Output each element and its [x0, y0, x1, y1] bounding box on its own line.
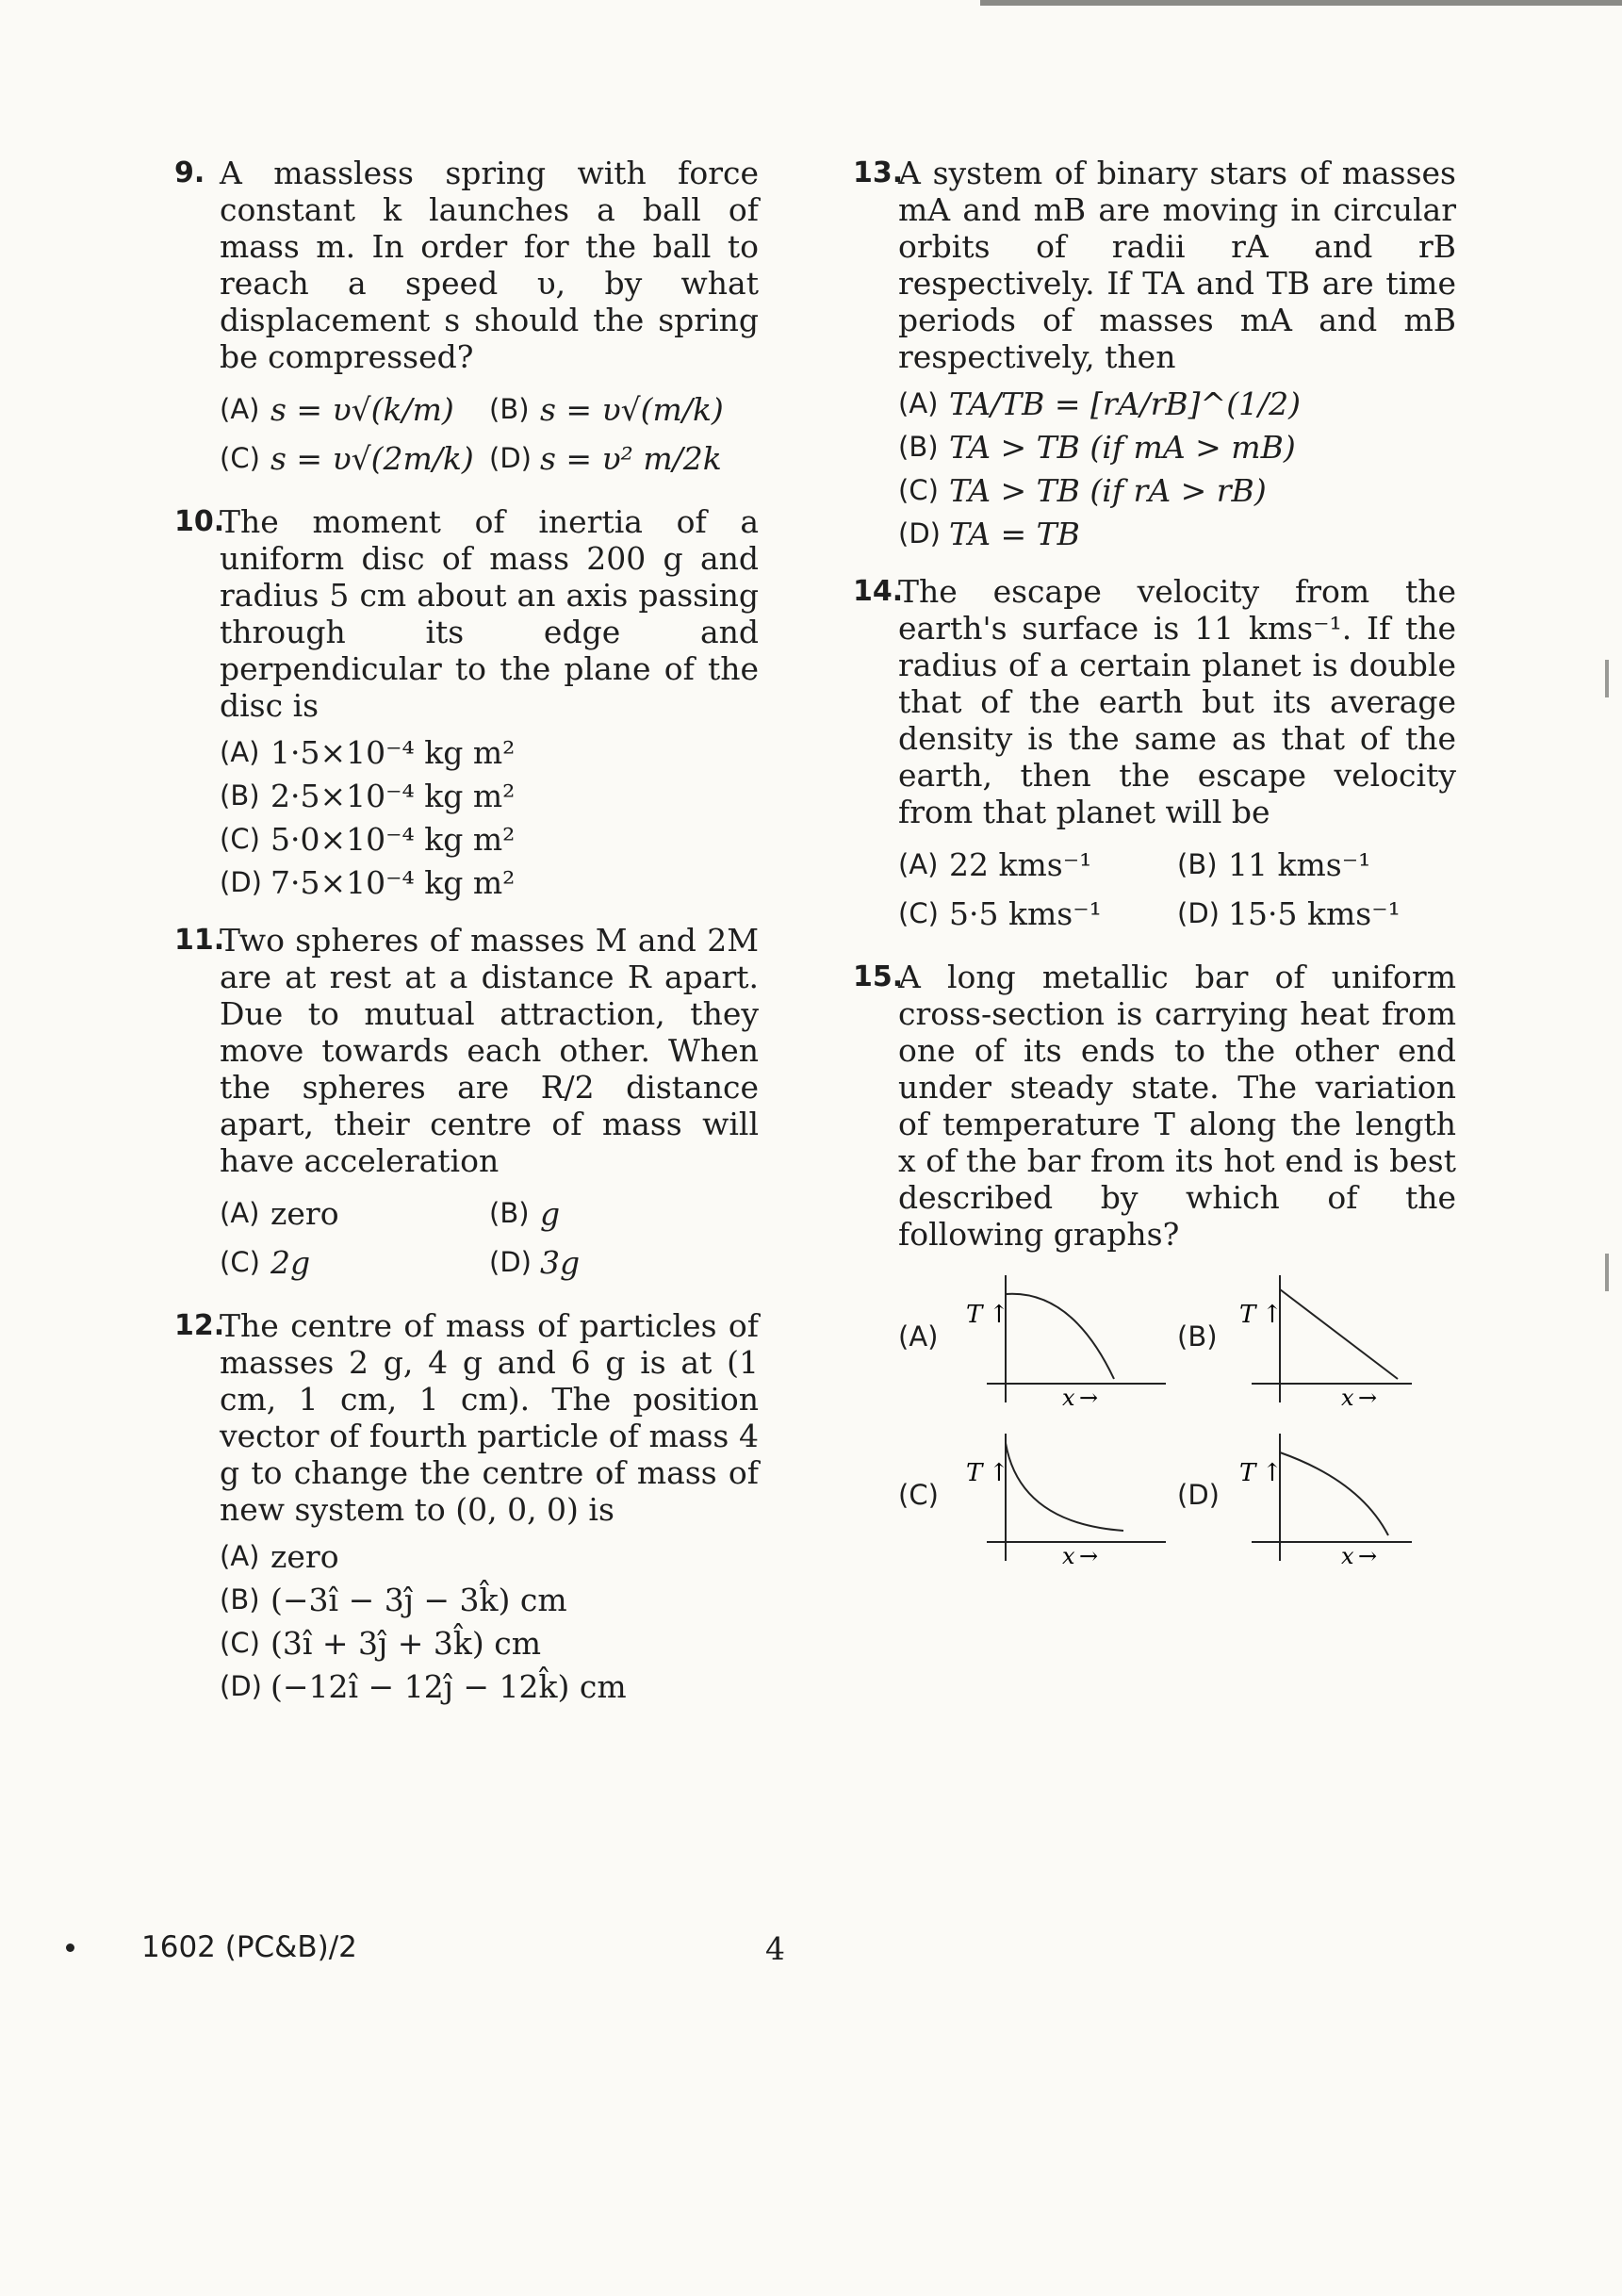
option-label: (C) — [220, 822, 260, 855]
question-number: 13. — [853, 156, 904, 189]
question-stem: A system of binary stars of masses mA and mB are moving in circular orbits of radii rA and rB respectively. If TA and TB are time periods of masses mA and mB respectively, then — [898, 155, 1456, 375]
option-text: 2·5×10⁻⁴ kg m² — [270, 777, 516, 814]
option-label: (A) — [898, 847, 939, 880]
option-label: (D) — [898, 517, 941, 549]
question-12 — [174, 1307, 759, 1705]
question-9 — [174, 155, 759, 483]
option-label: (C) — [220, 1626, 260, 1659]
option-text: 7·5×10⁻⁴ kg m² — [270, 863, 516, 901]
footer-paper-code: 1602 (PC&B)/2 — [141, 1930, 357, 1964]
arrow-right-icon: → — [1079, 1543, 1099, 1566]
option-text: TA > TB (if rA > rB) — [949, 471, 1267, 509]
option-b[interactable] — [489, 390, 759, 428]
question-stem: A long metallic bar of uniform cross-section is carrying heat from one of its ends to the other end under steady state. The variation of temperature T along the length x of the bar from its hot end is best described by which of the following graphs? — [898, 959, 1456, 1253]
option-label: (D) — [489, 1245, 532, 1278]
option-b[interactable] — [220, 777, 759, 814]
question-number: 9. — [174, 156, 205, 189]
option-text: TA = TB — [949, 515, 1080, 552]
question-number: 15. — [853, 960, 904, 993]
option-d[interactable] — [489, 1243, 759, 1281]
question-number: 10. — [174, 505, 225, 538]
option-b[interactable] — [1177, 1266, 1456, 1407]
option-text: 22 kms⁻¹ — [949, 845, 1092, 883]
arrow-right-icon: → — [1358, 1385, 1378, 1407]
option-text: 2g — [270, 1243, 311, 1281]
question-number: 12. — [174, 1309, 225, 1342]
option-a[interactable] — [898, 1266, 1177, 1407]
option-text: (3î + 3ĵ + 3k̂) cm — [270, 1624, 542, 1662]
x-axis-label: x — [1341, 1385, 1354, 1407]
option-text: s = υ² m/2k — [540, 439, 722, 477]
option-label: (A) — [220, 1196, 260, 1229]
option-d[interactable] — [1177, 894, 1456, 932]
x-axis-label: x — [1062, 1385, 1075, 1407]
question-number: 14. — [853, 575, 904, 608]
option-label: (A) — [898, 386, 939, 419]
option-label: (C) — [898, 896, 939, 929]
arrow-up-icon: ↑ — [1262, 1459, 1283, 1487]
bullet-mark — [66, 1943, 74, 1952]
option-text: 11 kms⁻¹ — [1228, 845, 1371, 883]
option-label: (D) — [1177, 1478, 1220, 1511]
option-a[interactable] — [898, 385, 1456, 422]
option-label: (A) — [898, 1320, 939, 1353]
option-label: (C) — [898, 1478, 939, 1511]
scan-edge-mark — [1605, 1254, 1609, 1291]
option-b[interactable] — [220, 1581, 759, 1618]
graph-c — [949, 1424, 1175, 1566]
option-label: (D) — [489, 441, 532, 474]
option-text: s = υ√(m/k) — [540, 390, 724, 428]
option-a[interactable] — [220, 390, 489, 428]
y-axis-label: T — [1239, 1301, 1256, 1329]
scan-edge-mark — [1605, 660, 1609, 697]
option-text: zero — [270, 1537, 339, 1575]
temperature-curve — [1006, 1294, 1114, 1379]
option-c[interactable] — [898, 1424, 1177, 1566]
option-c[interactable] — [898, 894, 1177, 932]
option-text: zero — [270, 1194, 339, 1232]
question-stem: The centre of mass of particles of masses 2 g, 4 g and 6 g is at (1 cm, 1 cm, 1 cm). The position vector of fourth particle of mass 4 g to change the centre of mass of new system to (0, 0, 0) is — [220, 1307, 759, 1528]
option-text: TA/TB = [rA/rB]^(1/2) — [949, 385, 1302, 422]
option-label: (B) — [898, 430, 939, 463]
option-d[interactable] — [489, 439, 759, 477]
question-stem: The escape velocity from the earth's surface is 11 kms⁻¹. If the radius of a certain planet is double that of the earth but its average density is the same as that of the earth, then the escape velocity from that planet will be — [898, 573, 1456, 830]
question-stem: The moment of inertia of a uniform disc of mass 200 g and radius 5 cm about an axis passing through its edge and perpendicular to the plane of the disc is — [220, 503, 759, 724]
option-text: (−3î − 3ĵ − 3k̂) cm — [270, 1581, 567, 1618]
option-text: 15·5 kms⁻¹ — [1228, 894, 1401, 932]
option-label: (D) — [1177, 896, 1220, 929]
option-a[interactable] — [220, 1537, 759, 1575]
option-d[interactable] — [220, 863, 759, 901]
option-c[interactable] — [220, 1624, 759, 1662]
question-number: 11. — [174, 924, 225, 957]
question-11 — [174, 922, 759, 1287]
question-10 — [174, 503, 759, 901]
option-label: (C) — [220, 1245, 260, 1278]
option-text: TA > TB (if mA > mB) — [949, 428, 1296, 466]
option-b[interactable] — [898, 428, 1456, 466]
option-text: g — [540, 1194, 561, 1232]
option-text: 5·0×10⁻⁴ kg m² — [270, 820, 516, 858]
option-b[interactable] — [489, 1194, 759, 1232]
option-label: (B) — [1177, 1320, 1218, 1353]
option-d[interactable] — [220, 1667, 759, 1705]
y-axis-label: T — [1239, 1459, 1256, 1487]
option-d[interactable] — [1177, 1424, 1456, 1566]
question-15 — [853, 959, 1456, 1566]
option-label: (D) — [220, 1669, 262, 1702]
top-scan-rule — [980, 0, 1622, 6]
option-a[interactable] — [898, 845, 1177, 883]
temperature-curve — [1006, 1443, 1123, 1531]
temperature-curve — [1280, 1289, 1398, 1379]
option-c[interactable] — [898, 471, 1456, 509]
option-label: (A) — [220, 735, 260, 768]
graph-b — [1228, 1266, 1417, 1407]
graph-d — [1228, 1424, 1417, 1566]
graph-a — [949, 1266, 1175, 1407]
y-axis-label: T — [966, 1301, 983, 1329]
x-axis-label: x — [1341, 1543, 1354, 1566]
question-14 — [853, 573, 1456, 938]
option-c[interactable] — [220, 820, 759, 858]
option-text: s = υ√(2m/k) — [270, 439, 474, 477]
arrow-right-icon: → — [1358, 1543, 1378, 1566]
right-column — [853, 155, 1456, 1586]
option-text: 5·5 kms⁻¹ — [949, 894, 1102, 932]
option-text: 3g — [540, 1243, 581, 1281]
option-label: (B) — [220, 1583, 260, 1615]
option-label: (C) — [898, 473, 939, 506]
option-a[interactable] — [220, 1194, 489, 1232]
arrow-up-icon: ↑ — [1262, 1301, 1283, 1329]
option-text: s = υ√(k/m) — [270, 390, 454, 428]
option-a[interactable] — [220, 733, 759, 771]
option-d[interactable] — [898, 515, 1456, 552]
option-label: (B) — [1177, 847, 1218, 880]
option-c[interactable] — [220, 1243, 489, 1281]
temperature-curve — [1280, 1452, 1388, 1535]
page-number: 4 — [765, 1930, 785, 1967]
option-label: (D) — [220, 865, 262, 898]
option-label: (C) — [220, 441, 260, 474]
option-label: (A) — [220, 1539, 260, 1572]
question-stem: A massless spring with force constant k launches a ball of mass m. In order for the ball to reach a speed υ, by what displacement s should the spring be compressed? — [220, 155, 759, 375]
question-stem: Two spheres of masses M and 2M are at rest at a distance R apart. Due to mutual attraction, they move towards each other. When the spheres are R/2 distance apart, their centre of mass will have acceleration — [220, 922, 759, 1179]
option-label: (A) — [220, 392, 260, 425]
question-13 — [853, 155, 1456, 552]
option-label: (B) — [489, 1196, 530, 1229]
option-c[interactable] — [220, 439, 489, 477]
y-axis-label: T — [966, 1459, 983, 1487]
arrow-right-icon: → — [1079, 1385, 1099, 1407]
option-label: (B) — [220, 779, 260, 812]
option-label: (B) — [489, 392, 530, 425]
left-column — [174, 155, 759, 1726]
arrow-up-icon: ↑ — [989, 1301, 1009, 1329]
option-text: (−12î − 12ĵ − 12k̂) cm — [270, 1667, 627, 1705]
x-axis-label: x — [1062, 1543, 1075, 1566]
option-text: 1·5×10⁻⁴ kg m² — [270, 733, 516, 771]
option-b[interactable] — [1177, 845, 1456, 883]
arrow-up-icon: ↑ — [989, 1459, 1009, 1487]
